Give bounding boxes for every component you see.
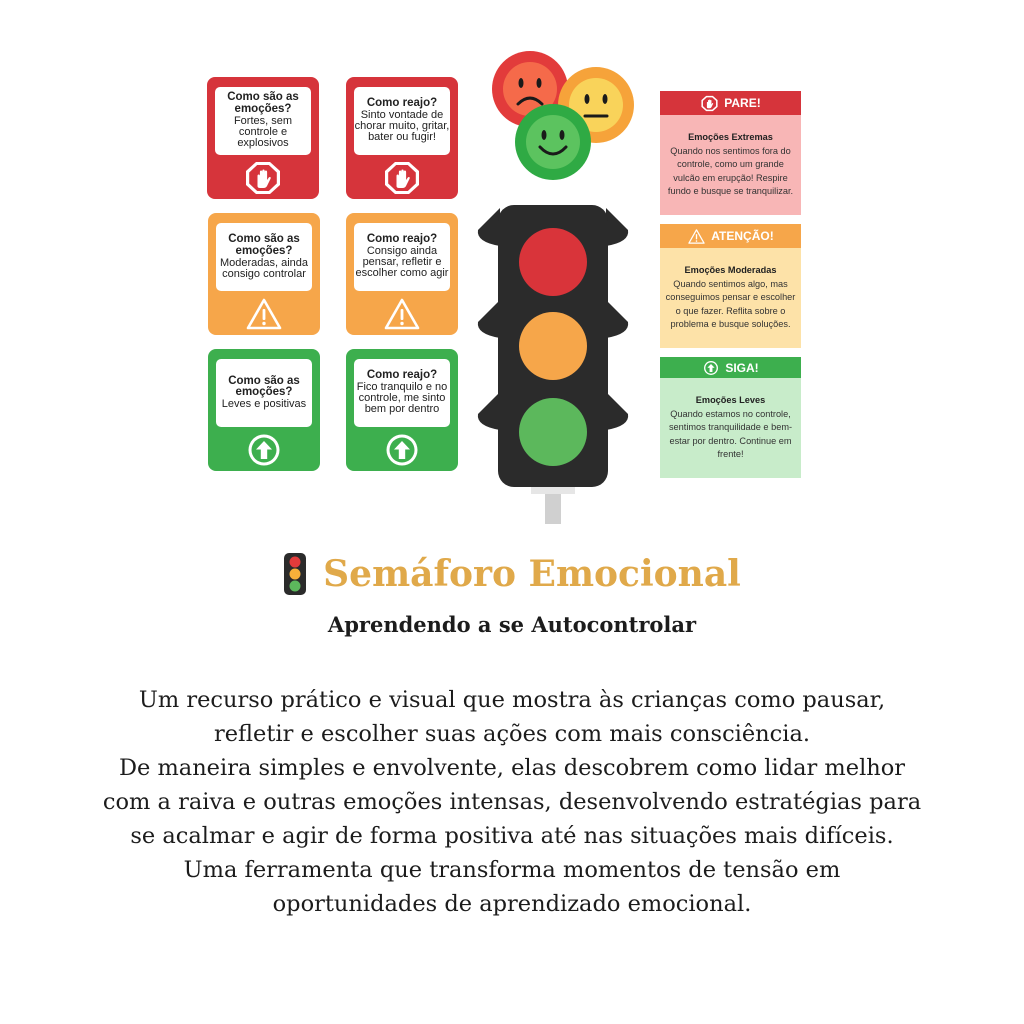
card-moderate-reaction [346, 213, 458, 335]
yellow-light [519, 312, 587, 380]
card-text-box [354, 223, 450, 291]
green-light [519, 398, 587, 466]
panel-body [660, 115, 801, 215]
card-text-box [216, 223, 312, 291]
happy-face-icon [514, 103, 592, 181]
card-question: Como reajo? [366, 369, 438, 382]
red-light [519, 228, 587, 296]
card-question: Como reajo? [366, 233, 438, 246]
card-text-box [216, 359, 312, 427]
panel-title: Emoções Moderadas [684, 265, 777, 276]
description-line: se acalmar e agir de forma positiva até nas situações mais difíceis. [130, 823, 894, 849]
card-answer: Fico tranquilo e no controle, me sinto bem por dentro [356, 381, 448, 416]
card-extreme-emotions [207, 77, 319, 199]
page-subtitle: Aprendendo a se Autocontrolar [327, 612, 697, 637]
card-text-box [354, 359, 450, 427]
panel-stop [660, 91, 801, 215]
card-text-box [215, 87, 311, 155]
card-light-emotions [208, 349, 320, 471]
card-question: Como são as emoções? [228, 233, 300, 257]
panel-header [660, 91, 801, 115]
panel-label: SIGA! [725, 360, 759, 375]
stop-hand-icon [243, 161, 283, 195]
card-extreme-reaction [346, 77, 458, 199]
description-line: Um recurso prático e visual que mostra às crianças como pausar, [138, 687, 886, 713]
panel-label: ATENÇÃO! [711, 229, 774, 243]
warning-icon [687, 228, 706, 245]
card-text-box [354, 87, 450, 155]
panel-text: Quando nos sentimos fora do controle, como um grande vulcão em erupção! Respire fundo e busque se tranquilizar. [667, 145, 794, 197]
traffic-light-emoji-icon [283, 552, 307, 596]
traffic-light-icon [470, 200, 636, 524]
card-answer: Moderadas, ainda consigo controlar [219, 256, 309, 280]
card-question: Como reajo? [366, 97, 438, 110]
stop-hand-icon [382, 161, 422, 195]
panel-go [660, 357, 801, 478]
description-line: refletir e escolher suas ações com mais consciência. [213, 721, 811, 747]
card-answer: Leves e positivas [221, 398, 307, 411]
card-moderate-emotions [208, 213, 320, 335]
panel-header [660, 357, 801, 378]
warning-icon [382, 297, 422, 331]
panel-text: Quando sentimos algo, mas conseguimos pensar e escolher o que fazer. Reflita sobre o problema e busque soluções. [665, 278, 796, 330]
page-title: Semáforo Emocional [323, 553, 741, 595]
panel-header [660, 224, 801, 248]
panel-body [660, 378, 801, 478]
panel-title: Emoções Leves [695, 395, 766, 406]
description-line: oportunidades de aprendizado emocional. [272, 891, 752, 917]
card-light-reaction [346, 349, 458, 471]
panel-text: Quando estamos no controle, sentimos tranquilidade e bem-estar por dentro. Continue em frente! [668, 408, 793, 460]
panel-attention [660, 224, 801, 348]
card-answer: Fortes, sem controle e explosivos [233, 114, 293, 150]
card-answer: Consigo ainda pensar, refletir e escolher como agir [355, 245, 449, 280]
arrow-up-icon [244, 433, 284, 467]
card-question: Como são as emoções? [227, 91, 299, 116]
panel-title: Emoções Extremas [688, 132, 773, 143]
card-answer: Sinto vontade de chorar muito, gritar, bater ou fugir! [354, 109, 450, 144]
panel-body [660, 248, 801, 348]
arrow-up-icon [382, 433, 422, 467]
description-line: com a raiva e outras emoções intensas, desenvolvendo estratégias para [102, 789, 922, 815]
description-line: De maneira simples e envolvente, elas descobrem como lidar melhor [118, 755, 906, 781]
title-row [0, 552, 1024, 596]
arrow-up-icon [702, 360, 720, 376]
stop-hand-icon [700, 95, 719, 112]
description-line: Uma ferramenta que transforma momentos de tensão em [183, 857, 841, 883]
card-question: Como são as emoções? [228, 374, 300, 399]
description [30, 683, 994, 921]
warning-icon [244, 297, 284, 331]
panel-label: PARE! [724, 96, 761, 110]
